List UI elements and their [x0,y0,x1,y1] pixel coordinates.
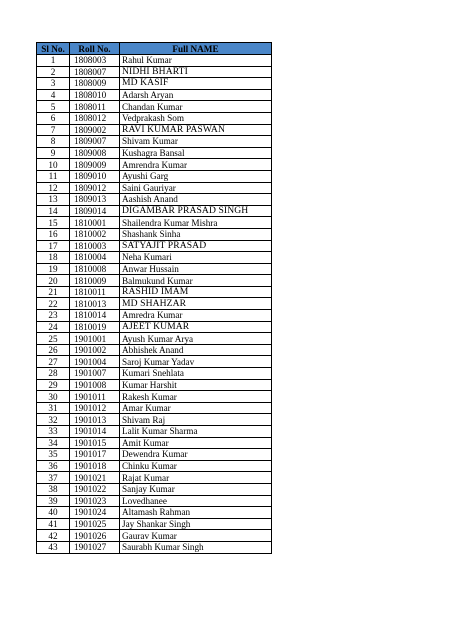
sl-no-cell: 10 [37,159,70,171]
table-row [37,240,272,252]
table-row [37,426,272,438]
sl-no-cell: 30 [37,391,70,403]
full-name-cell: Amrendra Kumar [120,159,272,171]
full-name-cell: Rahul Kumar [120,55,272,67]
sl-no-cell: 22 [37,298,70,310]
sl-no-cell: 5 [37,101,70,113]
sl-no-cell: 11 [37,170,70,182]
roll-no-cell: 1808011 [70,101,120,113]
sl-no-cell: 8 [37,136,70,148]
full-name-cell: Adarsh Aryan [120,89,272,101]
full-name-cell: Balmukund Kumar [120,275,272,287]
table-row [37,89,272,101]
roll-no-cell: 1810008 [70,263,120,275]
table-row [37,182,272,194]
table-row [37,356,272,368]
table-row [37,321,272,333]
table-row [37,101,272,113]
roll-no-cell: 1810002 [70,228,120,240]
roll-no-cell: 1901024 [70,507,120,519]
table-row [37,472,272,484]
sl-no-cell: 40 [37,507,70,519]
table-row [37,228,272,240]
roll-no-cell: 1808012 [70,112,120,124]
table-row [37,310,272,322]
roll-no-cell: 1809002 [70,124,120,136]
full-name-cell: Amit Kumar [120,437,272,449]
full-name-cell: Neha Kumari [120,252,272,264]
full-name-cell: Saurabh Kumar Singh [120,541,272,553]
roll-no-cell: 1901013 [70,414,120,426]
full-name-cell: Shashank Sinha [120,228,272,240]
table-row [37,263,272,275]
full-name-cell: NIDHI BHARTI [120,66,272,78]
full-name-cell: AJEET KUMAR [120,321,272,333]
table-row [37,275,272,287]
table-row [37,147,272,159]
roll-no-cell: 1809007 [70,136,120,148]
roll-no-cell: 1901007 [70,368,120,380]
header-sl-no: Sl No. [37,43,70,55]
full-name-cell: Kushagra Bansal [120,147,272,159]
roll-no-cell: 1901011 [70,391,120,403]
sl-no-cell: 2 [37,66,70,78]
full-name-cell: Lalit Kumar Sharma [120,426,272,438]
table-row [37,518,272,530]
full-name-cell: Amredra Kumar [120,310,272,322]
full-name-cell: Shailendra Kumar Mishra [120,217,272,229]
roll-no-cell: 1901022 [70,483,120,495]
full-name-cell: Amar Kumar [120,402,272,414]
table-row [37,402,272,414]
sl-no-cell: 6 [37,112,70,124]
roll-no-cell: 1901004 [70,356,120,368]
roll-no-cell: 1901014 [70,426,120,438]
full-name-cell: Dewendra Kumar [120,449,272,461]
sl-no-cell: 43 [37,541,70,553]
roll-no-cell: 1809010 [70,170,120,182]
table-row [37,414,272,426]
roll-no-cell: 1810011 [70,286,120,298]
table-row [37,124,272,136]
sl-no-cell: 33 [37,426,70,438]
sl-no-cell: 32 [37,414,70,426]
table-row [37,286,272,298]
sl-no-cell: 39 [37,495,70,507]
table-row [37,136,272,148]
roll-no-cell: 1901002 [70,344,120,356]
table-row [37,333,272,345]
sl-no-cell: 18 [37,252,70,264]
full-name-cell: Shivam Kumar [120,136,272,148]
roll-no-cell: 1901008 [70,379,120,391]
sl-no-cell: 20 [37,275,70,287]
roll-no-cell: 1810019 [70,321,120,333]
table-row [37,391,272,403]
sl-no-cell: 42 [37,530,70,542]
full-name-cell: Altamash Rahman [120,507,272,519]
full-name-cell: Gaurav Kumar [120,530,272,542]
full-name-cell: Vedprakash Som [120,112,272,124]
sl-no-cell: 31 [37,402,70,414]
sl-no-cell: 16 [37,228,70,240]
sl-no-cell: 34 [37,437,70,449]
roll-no-cell: 1809008 [70,147,120,159]
table-header [37,43,272,55]
roll-no-cell: 1810014 [70,310,120,322]
roll-no-cell: 1810004 [70,252,120,264]
table-row [37,344,272,356]
table-body [37,55,272,554]
table-row [37,194,272,206]
full-name-cell: Sanjay Kumar [120,483,272,495]
sl-no-cell: 38 [37,483,70,495]
header-full-name: Full NAME [120,43,272,55]
sl-no-cell: 17 [37,240,70,252]
full-name-cell: RAVI KUMAR PASWAN [120,124,272,136]
roll-no-cell: 1901012 [70,402,120,414]
header-roll-no: Roll No. [70,43,120,55]
roll-no-cell: 1901017 [70,449,120,461]
table-row [37,55,272,67]
sl-no-cell: 1 [37,55,70,67]
roll-no-cell: 1809013 [70,194,120,206]
table-row [37,205,272,217]
roll-no-cell: 1901021 [70,472,120,484]
full-name-cell: Kumar Harshit [120,379,272,391]
sl-no-cell: 15 [37,217,70,229]
roll-no-cell: 1901026 [70,530,120,542]
sl-no-cell: 29 [37,379,70,391]
sl-no-cell: 23 [37,310,70,322]
full-name-cell: Kumari Snehlata [120,368,272,380]
roll-no-cell: 1810009 [70,275,120,287]
full-name-cell: Saroj Kumar Yadav [120,356,272,368]
full-name-cell: Ayushi Garg [120,170,272,182]
full-name-cell: Saini Gauriyar [120,182,272,194]
sl-no-cell: 28 [37,368,70,380]
roll-no-cell: 1901015 [70,437,120,449]
sl-no-cell: 26 [37,344,70,356]
header-row [37,43,272,55]
sl-no-cell: 4 [37,89,70,101]
roll-no-cell: 1901018 [70,460,120,472]
full-name-cell: Rajat Kumar [120,472,272,484]
table-row [37,495,272,507]
full-name-cell: Chandan Kumar [120,101,272,113]
roll-no-cell: 1901001 [70,333,120,345]
table-row [37,66,272,78]
full-name-cell: Rakesh Kumar [120,391,272,403]
sl-no-cell: 35 [37,449,70,461]
sl-no-cell: 12 [37,182,70,194]
sl-no-cell: 21 [37,286,70,298]
table-row [37,298,272,310]
table-row [37,507,272,519]
sl-no-cell: 19 [37,263,70,275]
full-name-cell: Shivam Raj [120,414,272,426]
roll-no-cell: 1809014 [70,205,120,217]
roll-no-cell: 1809012 [70,182,120,194]
table-row [37,217,272,229]
sl-no-cell: 37 [37,472,70,484]
sl-no-cell: 24 [37,321,70,333]
full-name-cell: Abhishek Anand [120,344,272,356]
roll-no-cell: 1810001 [70,217,120,229]
sl-no-cell: 13 [37,194,70,206]
roll-no-cell: 1901023 [70,495,120,507]
sl-no-cell: 14 [37,205,70,217]
sl-no-cell: 3 [37,78,70,90]
table-row [37,252,272,264]
full-name-cell: Anwar Hussain [120,263,272,275]
roll-no-cell: 1808007 [70,66,120,78]
table-row [37,159,272,171]
full-name-cell: Jay Shankar Singh [120,518,272,530]
full-name-cell: Lovedhanee [120,495,272,507]
table-row [37,170,272,182]
sl-no-cell: 7 [37,124,70,136]
sl-no-cell: 27 [37,356,70,368]
roll-no-cell: 1808003 [70,55,120,67]
table-row [37,112,272,124]
table-row [37,368,272,380]
table-row [37,437,272,449]
full-name-cell: Chinku Kumar [120,460,272,472]
student-roll-table [36,42,272,554]
full-name-cell: RASHID IMAM [120,286,272,298]
sl-no-cell: 41 [37,518,70,530]
table-row [37,530,272,542]
full-name-cell: MD KASIF [120,78,272,90]
table-row [37,78,272,90]
table-row [37,379,272,391]
table-row [37,483,272,495]
full-name-cell: Ayush Kumar Arya [120,333,272,345]
roll-no-cell: 1809009 [70,159,120,171]
roll-no-cell: 1808010 [70,89,120,101]
table-row [37,460,272,472]
full-name-cell: SATYAJIT PRASAD [120,240,272,252]
roll-no-cell: 1808009 [70,78,120,90]
roll-no-cell: 1901027 [70,541,120,553]
table-row [37,449,272,461]
sl-no-cell: 9 [37,147,70,159]
roll-no-cell: 1810003 [70,240,120,252]
roll-no-cell: 1901025 [70,518,120,530]
roll-no-cell: 1810013 [70,298,120,310]
full-name-cell: Aashish Anand [120,194,272,206]
full-name-cell: MD SHAHZAR [120,298,272,310]
full-name-cell: DIGAMBAR PRASAD SINGH [120,205,272,217]
sl-no-cell: 25 [37,333,70,345]
sl-no-cell: 36 [37,460,70,472]
table-row [37,541,272,553]
